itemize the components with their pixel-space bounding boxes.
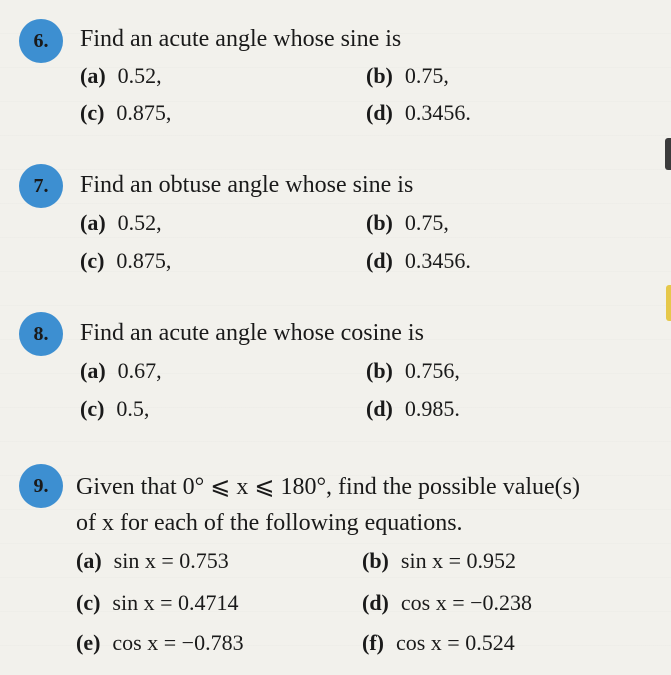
option-c xyxy=(80,248,171,274)
option-b xyxy=(366,358,460,384)
option-value: 0.67, xyxy=(117,358,162,383)
option-value: 0.985. xyxy=(404,396,460,421)
option-a xyxy=(80,210,162,236)
option-d xyxy=(366,100,471,126)
question-number-badge: 9. xyxy=(19,464,63,508)
option-equation: cos x = −0.783 xyxy=(112,630,244,655)
option-label: (b) xyxy=(366,358,393,383)
option-d xyxy=(366,248,471,274)
option-value: 0.5, xyxy=(116,396,150,421)
option-value: 0.756, xyxy=(404,358,460,383)
option-label: (c) xyxy=(76,590,101,615)
option-c xyxy=(80,100,171,126)
option-label: (a) xyxy=(80,210,106,235)
option-label: (b) xyxy=(366,63,393,88)
option-value: 0.875, xyxy=(116,100,172,125)
option-b xyxy=(366,63,449,89)
option-equation: sin x = 0.753 xyxy=(113,548,229,573)
option-b xyxy=(366,210,449,236)
option-label: (d) xyxy=(366,100,393,125)
option-b xyxy=(362,548,516,574)
option-equation: sin x = 0.4714 xyxy=(112,590,239,615)
option-label: (a) xyxy=(80,358,106,383)
option-label: (b) xyxy=(362,548,389,573)
option-label: (c) xyxy=(80,396,105,421)
option-d xyxy=(366,396,460,422)
option-e xyxy=(76,630,244,656)
option-equation: cos x = 0.524 xyxy=(395,630,515,655)
option-value: 0.875, xyxy=(116,248,172,273)
question-stem-line-2: of x for each of the following equations. xyxy=(76,510,463,536)
option-label: (c) xyxy=(80,100,105,125)
option-a xyxy=(76,548,229,574)
option-value: 0.3456. xyxy=(404,100,471,125)
option-label: (d) xyxy=(366,396,393,421)
page-edge-tab-yellow xyxy=(666,285,671,321)
question-stem: Find an acute angle whose cosine is xyxy=(80,320,424,346)
option-label: (a) xyxy=(80,63,106,88)
option-f xyxy=(362,630,515,656)
page-edge-tab-dark xyxy=(665,138,671,170)
option-c xyxy=(80,396,149,422)
question-number-badge: 7. xyxy=(19,164,63,208)
option-a xyxy=(80,358,162,384)
option-label: (c) xyxy=(80,248,105,273)
option-a xyxy=(80,63,162,89)
option-value: 0.52, xyxy=(117,210,162,235)
option-value: 0.3456. xyxy=(404,248,471,273)
question-number-badge: 8. xyxy=(19,312,63,356)
option-equation: sin x = 0.952 xyxy=(400,548,516,573)
question-stem: Find an acute angle whose sine is xyxy=(80,26,402,52)
option-label: (e) xyxy=(76,630,101,655)
question-number-badge: 6. xyxy=(19,19,63,63)
option-d xyxy=(362,590,532,616)
option-label: (a) xyxy=(76,548,102,573)
question-stem: Find an obtuse angle whose sine is xyxy=(80,172,414,198)
option-c xyxy=(76,590,239,616)
question-stem-line-1: Given that 0° ⩽ x ⩽ 180°, find the possible value(s) xyxy=(76,474,580,500)
option-equation: cos x = −0.238 xyxy=(400,590,533,615)
option-value: 0.75, xyxy=(404,210,449,235)
option-label: (b) xyxy=(366,210,393,235)
option-value: 0.52, xyxy=(117,63,162,88)
option-label: (f) xyxy=(362,630,384,655)
option-value: 0.75, xyxy=(404,63,449,88)
option-label: (d) xyxy=(366,248,393,273)
option-label: (d) xyxy=(362,590,389,615)
